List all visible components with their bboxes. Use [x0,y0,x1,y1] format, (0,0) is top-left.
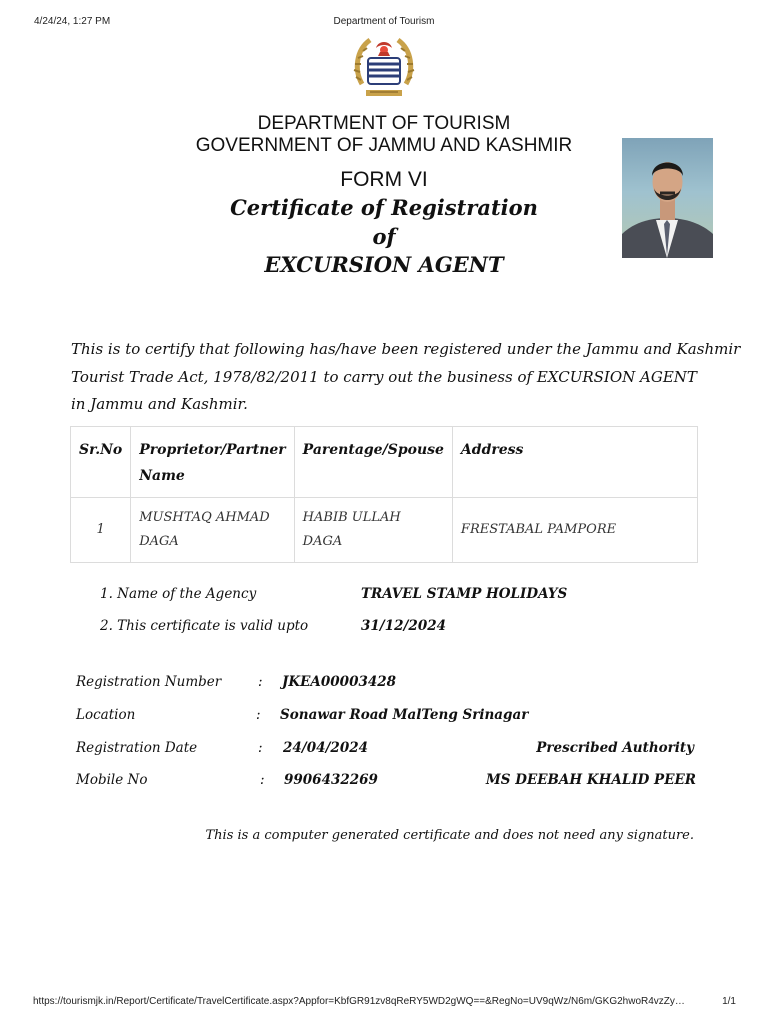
certify-paragraph [71,336,740,419]
print-page-title: Department of Tourism [333,16,435,27]
location-value: Sonawar Road MalTeng Srinagar [280,707,529,723]
table-row [71,498,698,563]
certify-line-1: This is to certify that following has/have been registered under the Jammu and Kashmir [71,340,741,358]
cell-address: FRESTABAL PAMPORE [452,498,697,563]
cell-proprietor-name: MUSHTAQ AHMAD DAGA [131,498,294,563]
registration-table [70,426,698,563]
location-label: Location [76,707,136,723]
cell-srno: 1 [71,498,131,563]
government-title: GOVERNMENT OF JAMMU AND KASHMIR [195,135,573,156]
certificate-type: EXCURSION AGENT [264,252,504,277]
header-srno: Sr.No [71,427,131,498]
header-proprietor-name: Proprietor/Partner Name [131,427,294,498]
emblem-icon [352,34,416,102]
department-title: DEPARTMENT OF TOURISM [257,113,511,134]
registration-date-sep: : [258,740,263,756]
registration-date-label: Registration Date [76,740,198,756]
agency-name-value: TRAVEL STAMP HOLIDAYS [361,586,568,602]
header-parentage: Parentage/Spouse [294,427,452,498]
registration-number-label: Registration Number [76,674,222,690]
certificate-title-of: of [372,224,396,249]
print-url[interactable]: https://tourismjk.in/Report/Certificate/TravelCertificate.aspx?Appfor=KbfGR91zv8qReRY5WD2gWQ==&RegNo=UV9qWz/N6m/GKG2hwoR4vzZy… [33,996,685,1007]
certify-line-3: in Jammu and Kashmir. [71,395,248,413]
computer-generated-note: This is a computer generated certificate and does not need any signature. [205,828,694,843]
registration-number-sep: : [258,674,263,690]
print-datetime: 4/24/24, 1:27 PM [34,16,111,27]
registration-number-value: JKEA00003428 [282,674,397,690]
valid-upto-value: 31/12/2024 [361,618,447,634]
certify-line-2: Tourist Trade Act, 1978/82/2011 to carry out the business of EXCURSION AGENT [71,367,697,386]
table-header-row [71,427,698,498]
certificate-title: Certificate of Registration [230,195,538,220]
valid-upto-label: 2. This certificate is valid upto [100,618,309,634]
header-address: Address [452,427,697,498]
registration-date-value: 24/04/2024 [283,740,369,756]
mobile-sep: : [260,772,265,788]
authority-name: MS DEEBAH KHALID PEER [485,772,696,788]
mobile-label: Mobile No [76,772,148,788]
prescribed-authority-title: Prescribed Authority [536,740,694,756]
location-sep: : [256,707,261,723]
mobile-value: 9906432269 [284,772,378,788]
cell-parentage: HABIB ULLAH DAGA [294,498,452,563]
print-page-number: 1/1 [722,996,736,1007]
applicant-photo [622,138,713,258]
form-number: FORM VI [340,168,428,191]
agency-name-label: 1. Name of the Agency [100,586,257,602]
